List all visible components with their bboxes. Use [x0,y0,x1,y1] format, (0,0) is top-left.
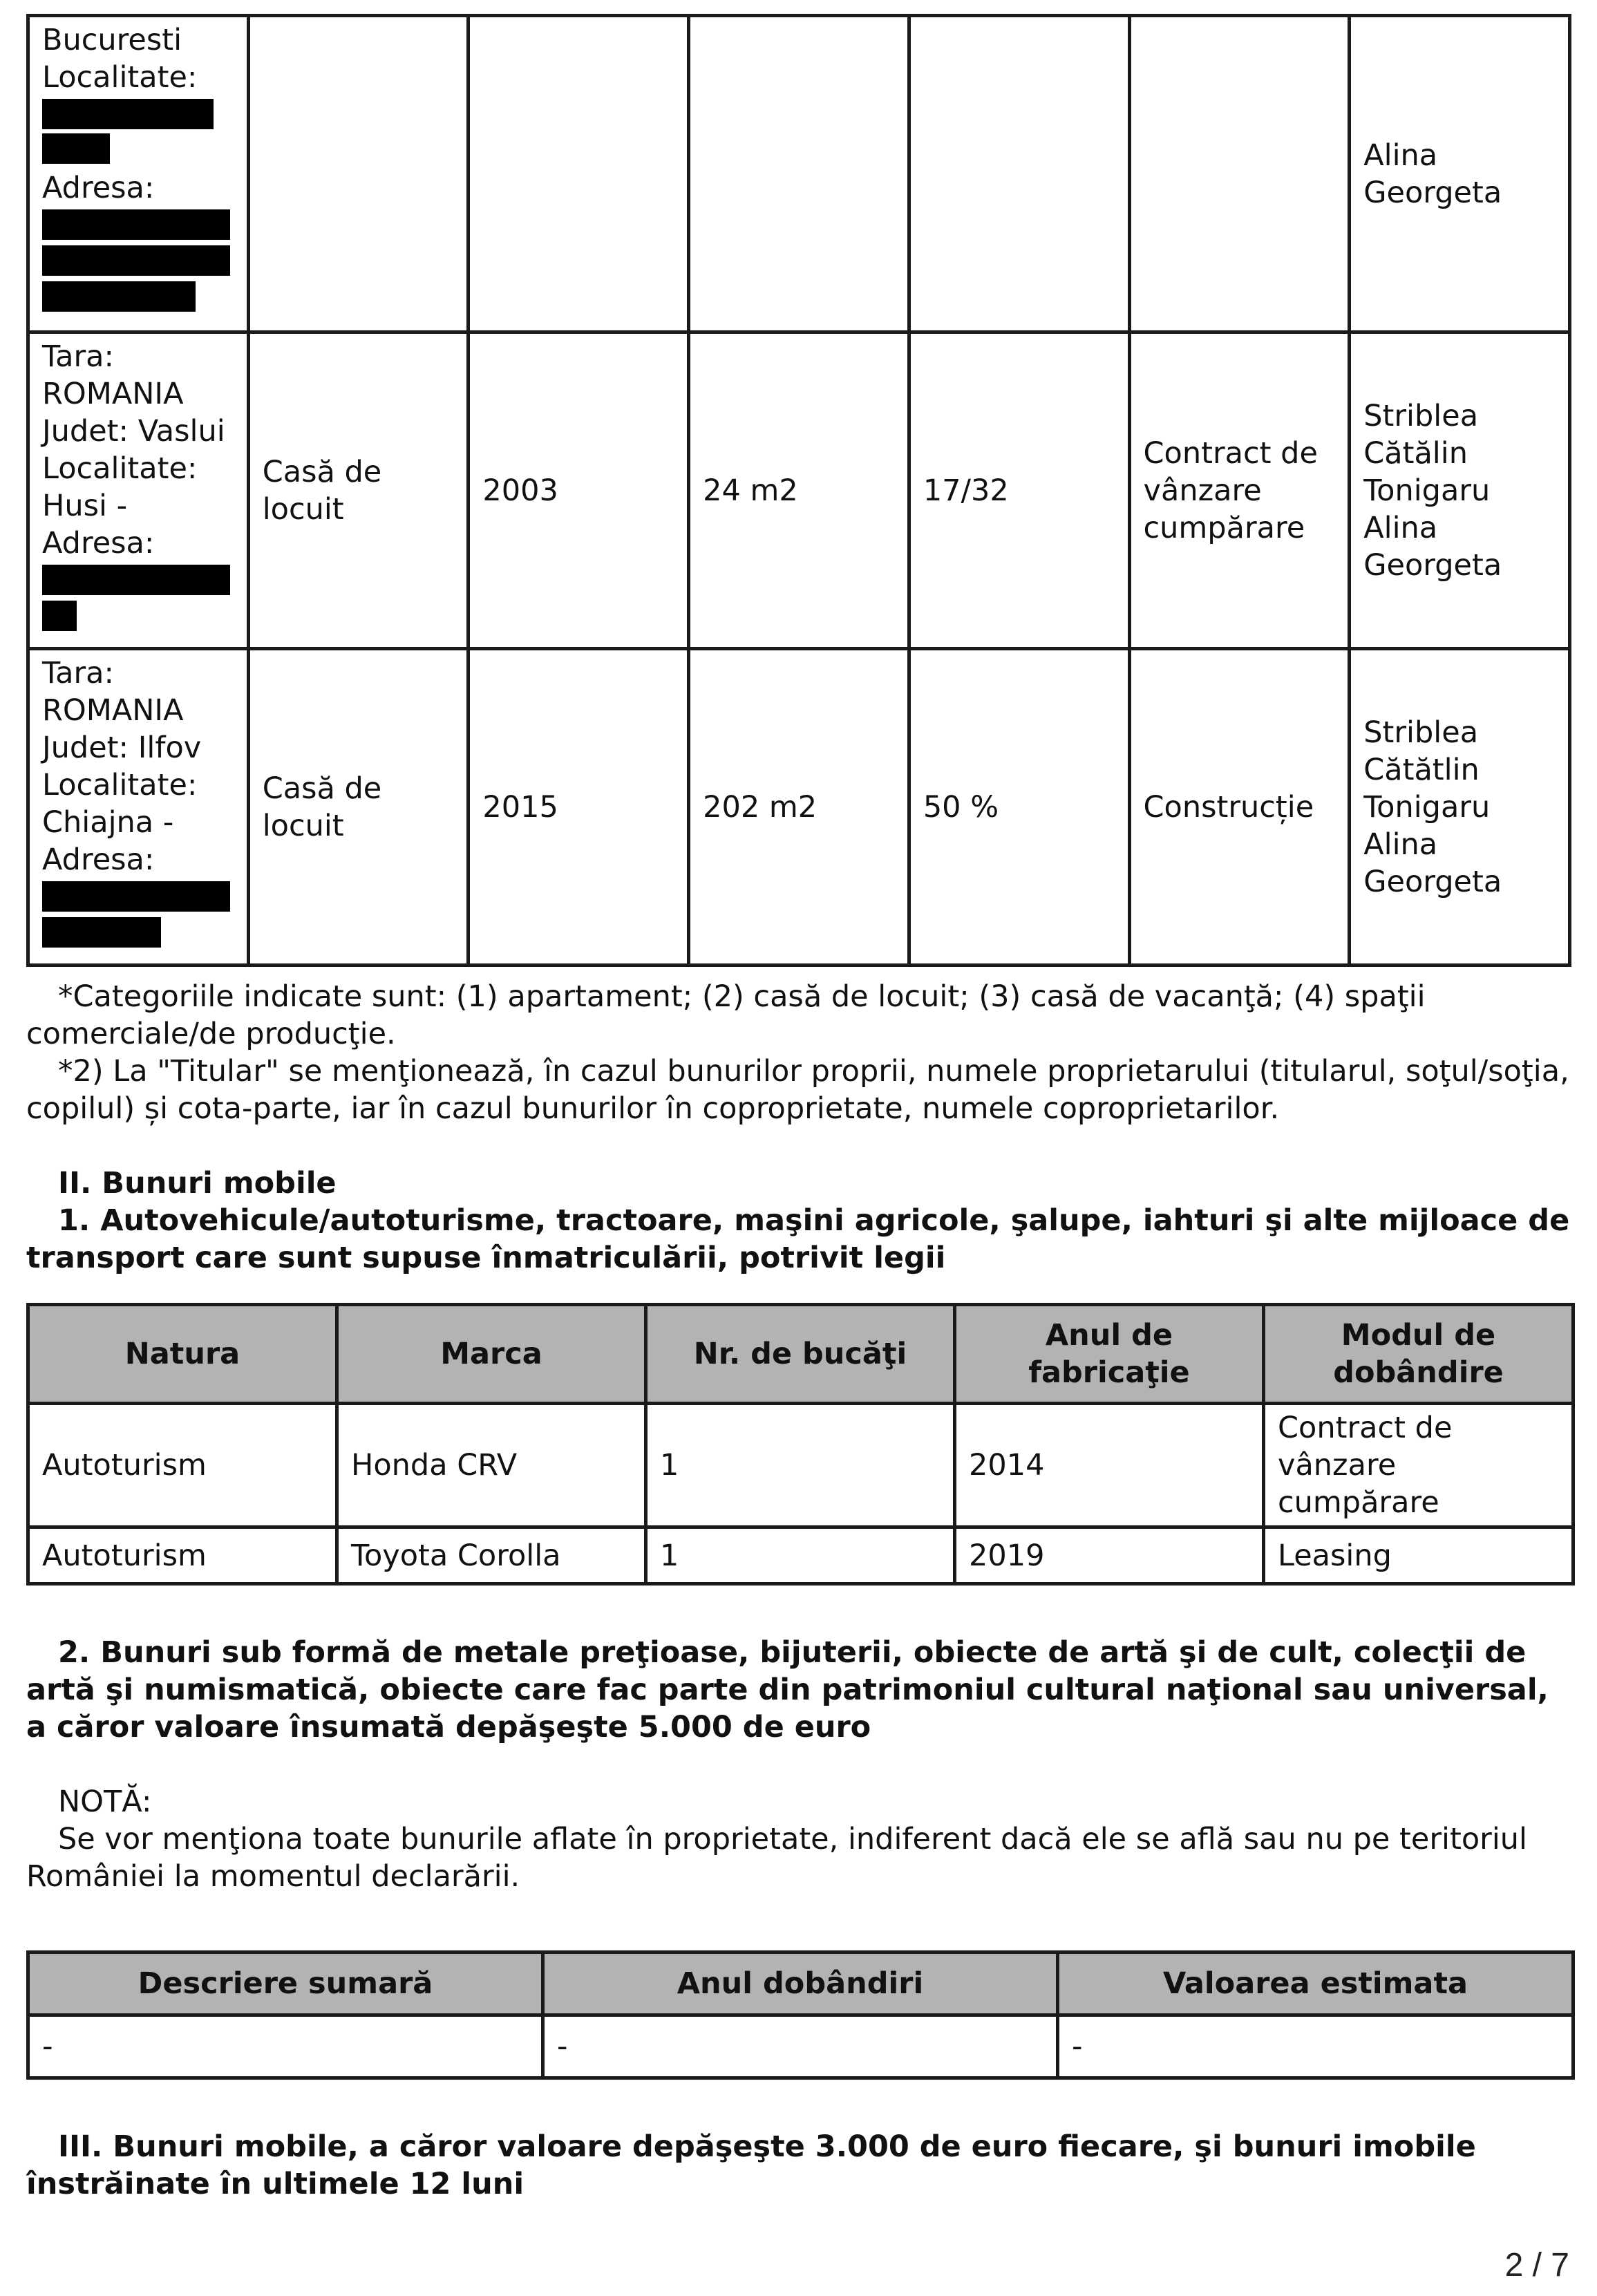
area-cell: 202 m2 [689,649,909,966]
table-cell: Honda CRV [337,1404,646,1527]
redaction-bar [42,99,214,129]
area-cell [689,16,909,332]
table-cell: - [543,2015,1058,2078]
table-cell: 1 [646,1527,955,1584]
owner-cell: Striblea Cătălin Tonigaru Alina Georgeta [1350,332,1570,649]
column-header: Valoarea estimata [1058,1952,1574,2015]
area-cell: 24 m2 [689,332,909,649]
subsection-title: 1. Autovehicule/autoturisme, tractoare, maşini agricole, şalupe, iahturi şi alte mijloace de transport care sunt supuse înmatriculării, potrivit legii [26,1203,1570,1275]
note-block [26,1783,1571,1895]
subsection-title: 2. Bunuri sub formă de metale preţioase, bijuterii, obiecte de artă şi de cult, colecţii de artă şi numismatică, obiecte care fac parte din patrimoniul cultural naţional sau universal, a căror valoare însumată depăşeşte 5.000 de euro [26,1635,1549,1744]
footnote-titular: *2) La "Titular" se menţionează, în cazul bunurilor proprii, numele proprietarului (titularul, soţul/soţia, copilul) și cota-parte, iar în cazul bunurilor în coproprietate, numele coproprietarilor. [26,1054,1569,1126]
footnote-categories: *Categoriile indicate sunt: (1) apartament; (2) casă de locuit; (3) casă de vacanţă; (4) spaţii comerciale/de producţie. [26,979,1426,1051]
column-header: Marca [337,1305,646,1404]
table-header-row [28,1952,1574,2015]
acquisition-cell: Construcție [1129,649,1350,966]
location-cell [28,332,249,649]
redaction-bar [42,917,161,948]
table-row [28,2015,1574,2078]
table-cell: Autoturism [28,1404,337,1527]
column-header: Anul de fabricaţie [955,1305,1264,1404]
property-type-cell [248,16,469,332]
share-cell [909,16,1129,332]
table-row [28,649,1570,966]
redaction-bar [42,209,230,240]
table-row [28,1527,1574,1584]
table-row [28,16,1570,332]
location-text: Tara: ROMANIA Judet: Vaslui Localitate: Husi - Adresa: [42,339,225,561]
table-row [28,1404,1574,1527]
column-header: Natura [28,1305,337,1404]
redaction-bar [42,133,110,164]
column-header: Descriere sumară [28,1952,543,2015]
location-cell [28,16,249,332]
year-cell: 2015 [469,649,689,966]
column-header: Nr. de bucăţi [646,1305,955,1404]
property-type-cell: Casă de locuit [248,332,469,649]
location-line: Adresa: [42,171,155,205]
table-cell: 1 [646,1404,955,1527]
table-row [28,332,1570,649]
redaction-bar [42,565,230,595]
property-type-cell: Casă de locuit [248,649,469,966]
column-header: Anul dobândiri [543,1952,1058,2015]
note-text: Se vor menţiona toate bunurile aflate în proprietate, indiferent dacă ele se află sau nu pe teritoriul României la momentul declarării. [26,1822,1527,1894]
year-cell: 2003 [469,332,689,649]
table-cell: Autoturism [28,1527,337,1584]
location-cell [28,649,249,966]
share-cell: 50 % [909,649,1129,966]
location-line: Bucuresti [42,23,182,57]
table-cell: - [1058,2015,1574,2078]
share-cell: 17/32 [909,332,1129,649]
location-line: Localitate: [42,60,198,95]
acquisition-cell: Contract de vânzare cumpărare [1129,332,1350,649]
section-heading [26,2128,1571,2203]
page-number: 2 / 7 [1504,2247,1569,2284]
redaction-bar [42,881,230,912]
document-page [26,14,1571,2203]
location-text: Tara: ROMANIA Judet: Ilfov Localitate: Chiajna - Adresa: [42,656,202,877]
table-cell: - [28,2015,543,2078]
table-cell: Contract de vânzare cumpărare [1264,1404,1574,1527]
owner-cell: Striblea Cătătlin Tonigaru Alina Georgeta [1350,649,1570,966]
table-cell: Toyota Corolla [337,1527,646,1584]
redaction-bar [42,281,196,312]
acquisition-cell [1129,16,1350,332]
redaction-bar [42,601,77,631]
section-heading [26,1634,1571,1746]
vehicles-table [26,1303,1575,1585]
section-title: III. Bunuri mobile, a căror valoare depăşeşte 3.000 de euro fiecare, şi bunuri imobile înstrăinate în ultimele 12 luni [26,2129,1476,2201]
column-header: Modul de dobândire [1264,1305,1574,1404]
table-cell: Leasing [1264,1527,1574,1584]
section-heading [26,1165,1571,1277]
footnotes [26,978,1571,1127]
year-cell [469,16,689,332]
table-cell: 2014 [955,1404,1264,1527]
redaction-bar [42,245,230,276]
table-header-row [28,1305,1574,1404]
table-cell: 2019 [955,1527,1264,1584]
valuables-table [26,1950,1575,2080]
owner-cell: Alina Georgeta [1350,16,1570,332]
note-label: NOTĂ: [58,1785,152,1819]
real-estate-table [26,14,1571,967]
section-title: II. Bunuri mobile [58,1166,337,1201]
